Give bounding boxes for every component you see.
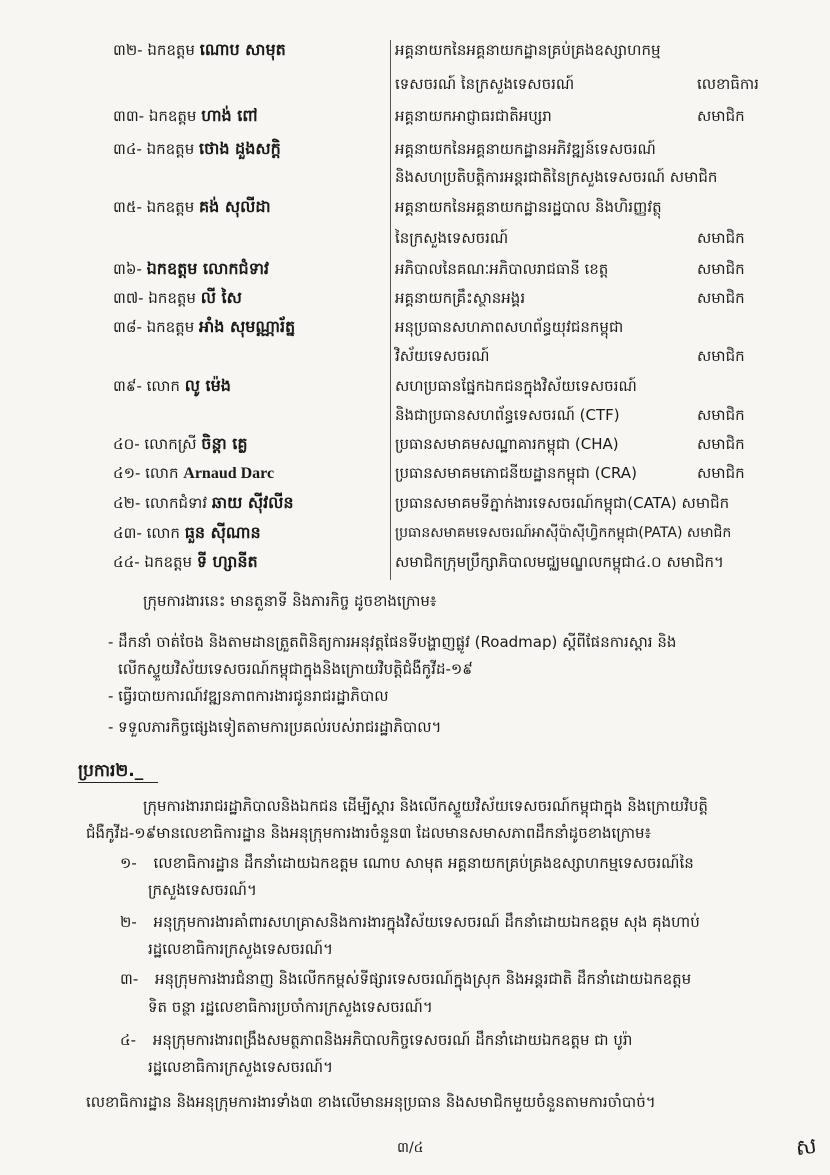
member-number: ៤២- លោកជំទាវ ឆាយ ស៊ីវលីន [113,493,294,512]
member-status: សមាជិក [697,435,745,453]
list-item-cont: ក្រសួងទេសចរណ៍។ [148,881,257,899]
member-role: សមាជិកក្រុមប្រឹក្សាភិបាលមជ្ឈមណ្ឌលកម្ពុជា៤.០ សមាជិក។ [395,553,724,571]
list-item [120,852,694,874]
member-name: ចិន្តា គ្លេ [201,434,248,453]
duty-item: - ទទួលភារកិច្ចផ្សេងទៀតតាមការប្រគល់របស់រាជរដ្ឋាភិបាល។ [108,718,442,736]
member-name: គង់ សុលីដា [199,197,271,216]
member-role: ប្រធានសមាគមទីភ្នាក់ងារទេសចរណ៍កម្ពុជា(CATA) សមាជិក [395,494,730,512]
member-number: ៣២- ឯកឧត្តម ណោប សាមុត [113,40,286,59]
member-name: ហាង់ ពៅ [201,106,258,125]
article-paragraph: ក្រុមការងាររាជរដ្ឋាភិបាលនិងឯកជន ដើម្បីស្តារ និងលើកស្ទួយវិស័យទេសចរណ៍កម្ពុជាក្នុង និងក្រោយវិបត្តិ [143,797,708,815]
list-text: អនុក្រុមការងារគាំពារសហគ្រាសនិងការងារក្នុងវិស័យទេសចរណ៍ ដឹកនាំដោយឯកឧត្តម សុង គុងហាប់ [153,913,700,931]
member-role: ប្រធានសមាគមភោជនីយដ្ឋានកម្ពុជា (CRA) [395,464,637,482]
member-role: សហប្រធានផ្នែកឯកជនក្នុងវិស័យទេសចរណ៍ [395,377,637,395]
member-role-cont: ទេសចរណ៍ នៃក្រសួងទេសចរណ៍ [395,75,575,93]
member-role: អគ្គនាយកនៃអគ្គនាយកដ្ឋានអភិវឌ្ឍន៍ទេសចរណ៍ [395,140,656,158]
member-status: សមាជិក [697,406,745,424]
member-role: អគ្គនាយកអាជ្ញាធរជាតិអប្សរា [395,107,552,125]
list-text: អនុក្រុមការងារជំនាញ និងលើកកម្ពស់ទីផ្សារទេសចរណ៍ក្នុងស្រុក និងអន្តរជាតិ ដឹកនាំដោយឯកឧត្តម [155,970,692,988]
member-number: ៣៨- ឯកឧត្តម អាំង សុមណ្ណារ័ត្ន [113,317,296,336]
list-number: ៤- [120,1031,137,1049]
member-role: អគ្គនាយកនៃអគ្គនាយកដ្ឋានគ្រប់គ្រងឧស្សាហកម្ម [395,41,661,59]
member-name: ធួន ស៊ីណាន [184,523,261,542]
member-status: សមាជិក [697,260,745,278]
list-item-cont: រដ្ឋលេខាធិការក្រសួងទេសចរណ៍។ [148,1058,334,1076]
member-name: ណោប សាមុត [199,40,286,59]
member-role: អគ្គនាយកគ្រឹះស្ថានអង្គរ [395,289,526,307]
duty-item: - ដឹកនាំ ចាត់ចែង និងតាមដានត្រួតពិនិត្យការអនុវត្តផែនទីបង្ហាញផ្លូវ (Roadmap) ស្តីពីផែនការស្តារ និង [108,633,677,651]
member-name: អាំង សុមណ្ណារ័ត្ន [199,317,296,336]
member-role-cont: នៃក្រសួងទេសចរណ៍ [395,229,509,247]
member-role-cont: វិស័យទេសចរណ៍ [395,347,490,365]
duty-item-cont: លើកស្ទួយវិស័យទេសចរណ៍កម្ពុជាក្នុងនិងក្រោយវិបត្តិជំងឺកូវីដ-១៩ [118,660,473,678]
list-text: លេខាធិការដ្ឋាន ដឹកនាំដោយឯកឧត្តម ណោប សាមុត អគ្គនាយកគ្រប់គ្រងឧស្សាហកម្មទេសចរណ៍នៃ [153,854,694,872]
article-paragraph-cont: ជំងឺកូវីដ-១៩មានលេខាធិការដ្ឋាន និងអនុក្រុមការងារចំនួន៣ ដែលមានសមាសភាពដឹកនាំដូចខាងក្រោម៖ [86,824,652,842]
member-role: ប្រធានសមាគមទេសចរណ៍អាស៊ីប៉ាស៊ីហ្វិកកម្ពុជា(PATA) សមាជិក [395,525,732,541]
member-name: ថោង ដួងសក្តិ [199,139,281,158]
member-name: Arnaud Darc [183,465,275,482]
member-name: ឆាយ ស៊ីវលីន [211,493,294,512]
member-status: សមាជិក [697,347,745,365]
list-item [120,968,691,990]
member-name: ឯកឧត្តម លោកជំទាវ [146,259,270,278]
member-role: អគ្គនាយកនៃអគ្គនាយកដ្ឋានរដ្ឋបាល និងហិរញ្ញវត្ថុ [395,198,662,216]
member-number: ៣៥- ឯកឧត្តម គង់ សុលីដា [113,197,271,216]
member-number: ៤៣- លោក ធួន ស៊ីណាន [113,523,261,542]
page-number: ៣/៤ [397,1140,424,1156]
list-text: អនុក្រុមការងារពង្រឹងសមត្ថភាពនិងអភិបាលកិច្ចទេសចរណ៍ ដឹកនាំដោយឯកឧត្តម ជា បូរ៉ា [152,1031,633,1049]
list-item-cont: ទិត ចន្ថា រដ្ឋលេខាធិការប្រចាំការក្រសួងទេសចរណ៍។ [148,998,433,1016]
list-number: ១- [120,854,137,872]
duty-item: - ធ្វើរបាយការណ៍វឌ្ឍនភាពការងារជូនរាជរដ្ឋាភិបាល [108,687,389,705]
duties-intro: ក្រុមការងារនេះ មានតួនាទី និងភារកិច្ច ដូចខាងក្រោម៖ [143,592,437,610]
member-status: សមាជិក [697,107,745,125]
member-role-cont: និងជាប្រធានសហព័ន្ធទេសចរណ៍ (CTF) [395,406,620,424]
closing-paragraph: លេខាធិការដ្ឋាន និងអនុក្រុមការងារទាំង៣ ខាងលើមានអនុប្រធាន និងសមាជិកមួយចំនួនតាមការចាំបាច់។ [86,1093,656,1111]
member-number: ៣៣- ឯកឧត្តម ហាង់ ពៅ [113,106,258,125]
member-name: ទី ហ្សានីត [196,552,258,571]
member-number: ៤០- លោកស្រី ចិន្តា គ្លេ [113,434,248,453]
member-status: លេខាធិការ [697,75,759,93]
member-number: ៤៤- ឯកឧត្តម ទី ហ្សានីត [113,552,258,571]
list-number: ២- [120,913,137,931]
member-role: ប្រធានសមាគមសណ្ឋាគារកម្ពុជា (CHA) [395,435,619,453]
member-name: លូ ម៉េង [184,376,231,395]
heading-underline [78,782,158,783]
member-number: ៣៩- លោក លូ ម៉េង [113,376,231,395]
member-number: ៣៦- ឯកឧត្តម លោកជំទាវ [113,259,270,278]
member-status: សមាជិក [697,464,745,482]
member-role-cont: និងសហប្រតិបត្តិការអន្តរជាតិនៃក្រសួងទេសចរណ៍ សមាជិក [395,168,718,186]
member-number: ៤១- លោក Arnaud Darc [113,464,275,482]
member-number: ៣៧- ឯកឧត្តម លី សៃ [113,288,242,307]
column-divider [390,40,391,580]
member-role: អភិបាលនៃគណៈអភិបាលរាជធានី ខេត្ត [395,260,609,278]
member-status: សមាជិក [697,229,745,247]
member-status: សមាជិក [697,289,745,307]
list-item [120,911,700,933]
member-name: លី សៃ [200,288,242,307]
list-item-cont: រដ្ឋលេខាធិការក្រសួងទេសចរណ៍។ [148,940,334,958]
article-heading: ប្រការ២._ [78,761,144,781]
initial-signature-mark: ស [794,1133,819,1162]
member-role: អនុប្រធានសហភាពសហព័ន្ធយុវជនកម្ពុជា [395,318,624,336]
list-number: ៣- [120,970,139,988]
list-item [120,1029,632,1051]
member-number: ៣៤- ឯកឧត្តម ថោង ដួងសក្តិ [113,139,281,158]
